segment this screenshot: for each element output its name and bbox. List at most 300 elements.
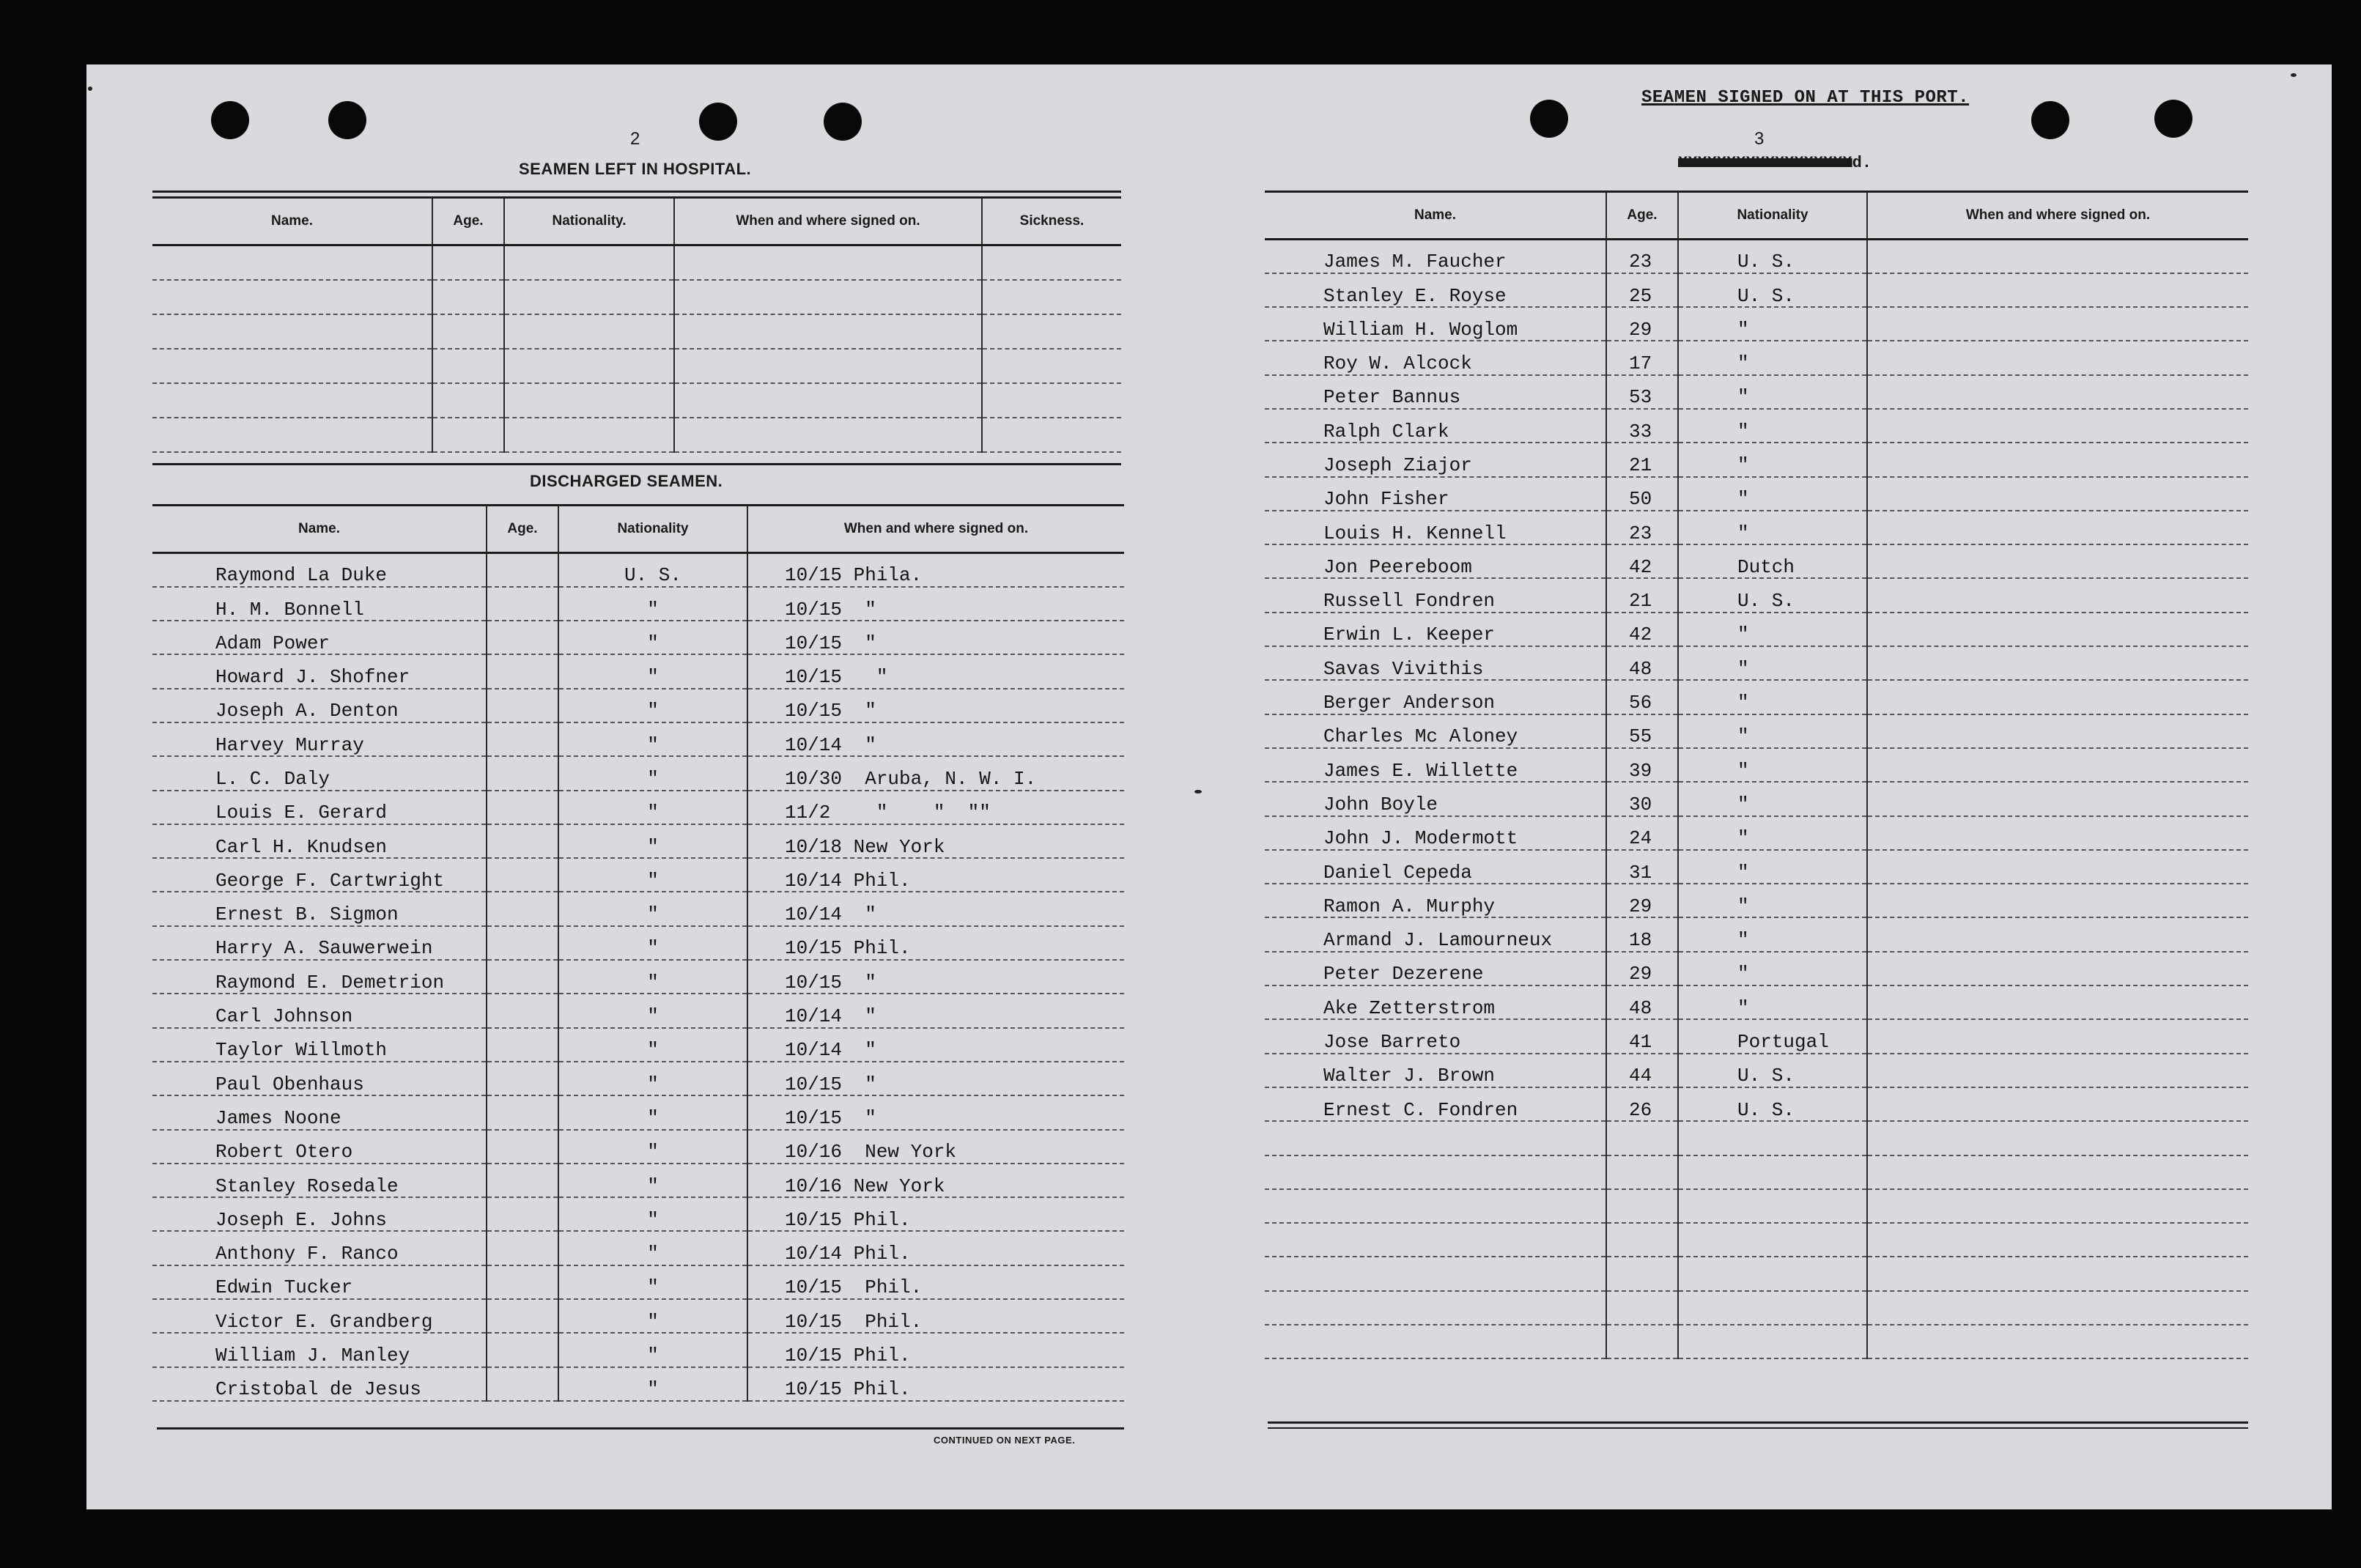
seaman-age (487, 824, 558, 858)
seaman-signed-on (1867, 544, 2248, 578)
seaman-age: 23 (1606, 240, 1678, 273)
table-row (152, 926, 1124, 960)
signed-on-title (1641, 88, 1969, 108)
seaman-nationality: " (1678, 375, 1867, 409)
seaman-nationality: " (558, 587, 747, 621)
seaman-nationality: U. S. (1678, 273, 1867, 307)
seaman-signed-on (1867, 341, 2248, 374)
seaman-signed-on: 10/15 " (747, 621, 1124, 654)
seaman-name: Charles Mc Aloney (1265, 714, 1606, 748)
blank-cell (674, 314, 982, 349)
seaman-age (487, 756, 558, 790)
seaman-nationality: " (1678, 477, 1867, 511)
seaman-name: Roy W. Alcock (1265, 341, 1606, 374)
seaman-nationality: " (558, 1062, 747, 1095)
table-row (1265, 1019, 2248, 1053)
seaman-age: 56 (1606, 680, 1678, 714)
seaman-signed-on: 10/16 New York (747, 1130, 1124, 1164)
table-row (1265, 782, 2248, 816)
seaman-age: 55 (1606, 714, 1678, 748)
seaman-nationality: " (558, 1299, 747, 1333)
seaman-nationality: " (1678, 341, 1867, 374)
blank-cell (1606, 1325, 1678, 1358)
seaman-age: 48 (1606, 646, 1678, 680)
blank-cell (504, 280, 674, 314)
column-header: Age. (432, 198, 504, 245)
table-row (152, 994, 1124, 1027)
struck-out-heading (1678, 154, 1872, 172)
blank-cell (1867, 1257, 2248, 1290)
seaman-name: Harry A. Sauwerwein (152, 926, 487, 960)
column-header: Name. (152, 506, 487, 553)
seaman-name: William H. Woglom (1265, 307, 1606, 341)
table-row (152, 1028, 1124, 1062)
seaman-signed-on: 10/14 " (747, 722, 1124, 756)
seaman-signed-on (1867, 1019, 2248, 1053)
seaman-signed-on (1867, 578, 2248, 612)
table-row (1265, 341, 2248, 374)
column-header: Name. (152, 198, 432, 245)
seaman-signed-on: 10/30 Aruba, N. W. I. (747, 756, 1124, 790)
table-row (1265, 952, 2248, 985)
seaman-nationality: " (558, 1367, 747, 1401)
table-row (1265, 511, 2248, 544)
seaman-signed-on: 10/15 Phil. (747, 1333, 1124, 1367)
table-row (1265, 443, 2248, 476)
blank-row (1265, 1325, 2248, 1358)
continued-note: CONTINUED ON NEXT PAGE. (934, 1435, 1076, 1446)
seaman-signed-on: 10/14 " (747, 892, 1124, 925)
hospital-top-rule (152, 191, 1121, 193)
seaman-signed-on (1867, 714, 2248, 748)
seaman-name: Armand J. Lamourneux (1265, 917, 1606, 951)
seaman-nationality: U. S. (1678, 1087, 1867, 1121)
seaman-signed-on (1867, 375, 2248, 409)
seaman-age (487, 1333, 558, 1367)
seaman-name: Stanley E. Royse (1265, 273, 1606, 307)
table-row (152, 1231, 1124, 1265)
blank-cell (1867, 1291, 2248, 1325)
seaman-age: 42 (1606, 544, 1678, 578)
seaman-age: 29 (1606, 884, 1678, 917)
blank-cell (674, 280, 982, 314)
table-row (152, 1299, 1124, 1333)
blank-cell (982, 245, 1121, 280)
table-row (152, 654, 1124, 688)
seaman-nationality: " (558, 1028, 747, 1062)
table-row (1265, 917, 2248, 951)
blank-row (152, 280, 1121, 314)
page-number: 3 (1754, 129, 1765, 149)
blank-cell (432, 280, 504, 314)
table-row (1265, 613, 2248, 646)
discharged-table (152, 504, 1124, 1402)
blank-cell (152, 349, 432, 383)
seaman-nationality: U. S. (1678, 1054, 1867, 1087)
seaman-age (487, 1367, 558, 1401)
blank-cell (152, 245, 432, 280)
seaman-signed-on: 10/15 Phil. (747, 1299, 1124, 1333)
seaman-nationality: " (1678, 816, 1867, 850)
seaman-age: 29 (1606, 307, 1678, 341)
seaman-age: 44 (1606, 1054, 1678, 1087)
column-header: Sickness. (982, 198, 1121, 245)
blank-cell (432, 383, 504, 418)
seaman-signed-on: 10/15 Phil. (747, 1265, 1124, 1299)
seaman-name: L. C. Daly (152, 756, 487, 790)
table-row (1265, 273, 2248, 307)
column-header: Age. (1606, 192, 1678, 240)
seaman-signed-on (1867, 748, 2248, 782)
seaman-signed-on (1867, 917, 2248, 951)
seaman-signed-on (1867, 680, 2248, 714)
seaman-signed-on (1867, 511, 2248, 544)
table-row (1265, 884, 2248, 917)
seaman-signed-on (1867, 477, 2248, 511)
seaman-name: Ramon A. Murphy (1265, 884, 1606, 917)
table-row (152, 1197, 1124, 1231)
blank-cell (982, 383, 1121, 418)
blank-cell (1265, 1155, 1606, 1189)
seaman-name: John J. Modermott (1265, 816, 1606, 850)
blank-cell (432, 314, 504, 349)
seaman-nationality: U. S. (558, 553, 747, 587)
blank-row (152, 383, 1121, 418)
seaman-signed-on: 10/15 " (747, 1095, 1124, 1129)
blank-cell (1606, 1189, 1678, 1223)
seaman-age (487, 1299, 558, 1333)
seaman-name: James M. Faucher (1265, 240, 1606, 273)
column-header: When and where signed on. (674, 198, 982, 245)
seaman-nationality: " (1678, 917, 1867, 951)
seaman-signed-on: 10/15 Phil. (747, 926, 1124, 960)
table-row (1265, 748, 2248, 782)
table-row (152, 892, 1124, 925)
signed-on-table (1265, 191, 2248, 1359)
blank-cell (1265, 1291, 1606, 1325)
punch-hole (2031, 101, 2069, 139)
blank-cell (504, 349, 674, 383)
seaman-signed-on: 10/15 " (747, 654, 1124, 688)
blank-cell (504, 418, 674, 452)
document-sheet (86, 64, 2332, 1509)
column-header: Name. (1265, 192, 1606, 240)
seaman-age (487, 1062, 558, 1095)
seaman-nationality: " (558, 1164, 747, 1197)
table-row (1265, 409, 2248, 443)
seaman-signed-on: 10/15 " (747, 689, 1124, 722)
column-header: Nationality (558, 506, 747, 553)
struck-text: XXXXXXXXXXXXXXXXXX (1678, 154, 1852, 172)
table-row (152, 960, 1124, 994)
seaman-signed-on (1867, 646, 2248, 680)
seaman-name: Raymond La Duke (152, 553, 487, 587)
seaman-signed-on (1867, 1087, 2248, 1121)
blank-cell (152, 383, 432, 418)
seaman-name: Harvey Murray (152, 722, 487, 756)
seaman-nationality: " (558, 1231, 747, 1265)
seaman-name: Edwin Tucker (152, 1265, 487, 1299)
seaman-age: 23 (1606, 511, 1678, 544)
seaman-nationality: " (558, 960, 747, 994)
seaman-age (487, 587, 558, 621)
blank-row (1265, 1189, 2248, 1223)
table-row (1265, 816, 2248, 850)
punch-hole (1530, 100, 1568, 138)
seaman-signed-on (1867, 307, 2248, 341)
seaman-signed-on (1867, 409, 2248, 443)
seaman-signed-on (1867, 816, 2248, 850)
blank-cell (1265, 1121, 1606, 1155)
seaman-signed-on (1867, 240, 2248, 273)
seaman-age: 25 (1606, 273, 1678, 307)
blank-cell (152, 418, 432, 452)
seaman-name: Joseph A. Denton (152, 689, 487, 722)
seaman-signed-on (1867, 952, 2248, 985)
seaman-signed-on (1867, 273, 2248, 307)
blank-cell (1606, 1257, 1678, 1290)
seaman-nationality: " (558, 824, 747, 858)
seaman-name: Carl H. Knudsen (152, 824, 487, 858)
seaman-age: 42 (1606, 613, 1678, 646)
punch-hole (328, 101, 366, 139)
blank-row (1265, 1121, 2248, 1155)
seaman-age: 48 (1606, 985, 1678, 1019)
seaman-nationality: " (1678, 409, 1867, 443)
seaman-nationality: " (1678, 646, 1867, 680)
seaman-name: Jose Barreto (1265, 1019, 1606, 1053)
blank-cell (1265, 1257, 1606, 1290)
seaman-name: Joseph E. Johns (152, 1197, 487, 1231)
table-row (1265, 850, 2248, 884)
seaman-age: 53 (1606, 375, 1678, 409)
blank-cell (982, 314, 1121, 349)
table-row (1265, 646, 2248, 680)
table-row (152, 587, 1124, 621)
seaman-name: Stanley Rosedale (152, 1164, 487, 1197)
blank-cell (1678, 1121, 1867, 1155)
table-row (152, 756, 1124, 790)
seaman-age: 30 (1606, 782, 1678, 816)
seaman-age (487, 858, 558, 892)
hospital-section-title: SEAMEN LEFT IN HOSPITAL. (519, 160, 752, 178)
seaman-age (487, 1028, 558, 1062)
table-row (152, 1265, 1124, 1299)
blank-cell (1265, 1189, 1606, 1223)
seaman-nationality: " (558, 1095, 747, 1129)
seaman-nationality: " (558, 621, 747, 654)
seaman-nationality: U. S. (1678, 240, 1867, 273)
seaman-nationality: " (558, 689, 747, 722)
seaman-name: Savas Vivithis (1265, 646, 1606, 680)
blank-cell (1867, 1155, 2248, 1189)
seaman-name: Raymond E. Demetrion (152, 960, 487, 994)
table-row (1265, 240, 2248, 273)
seaman-name: Peter Bannus (1265, 375, 1606, 409)
blank-row (1265, 1291, 2248, 1325)
column-header: Nationality. (504, 198, 674, 245)
seaman-signed-on: 10/14 Phil. (747, 858, 1124, 892)
table-row (1265, 544, 2248, 578)
seaman-name: Peter Dezerene (1265, 952, 1606, 985)
seaman-signed-on: 10/15 Phil. (747, 1197, 1124, 1231)
seaman-nationality: Portugal (1678, 1019, 1867, 1053)
table-row (152, 1062, 1124, 1095)
blank-cell (432, 245, 504, 280)
seaman-age: 17 (1606, 341, 1678, 374)
table-row (1265, 985, 2248, 1019)
seaman-nationality: " (558, 791, 747, 824)
seaman-age (487, 654, 558, 688)
seaman-age: 21 (1606, 578, 1678, 612)
seaman-nationality: " (558, 1130, 747, 1164)
seaman-age: 29 (1606, 952, 1678, 985)
blank-row (1265, 1257, 2248, 1290)
blank-cell (432, 349, 504, 383)
table-row (152, 1333, 1124, 1367)
seaman-nationality: " (1678, 613, 1867, 646)
seaman-signed-on (1867, 850, 2248, 884)
seaman-age: 26 (1606, 1087, 1678, 1121)
seaman-age (487, 1265, 558, 1299)
seaman-age: 21 (1606, 443, 1678, 476)
seaman-nationality: " (558, 1197, 747, 1231)
blank-cell (152, 314, 432, 349)
seaman-name: John Boyle (1265, 782, 1606, 816)
seaman-nationality: " (1678, 850, 1867, 884)
table-row (1265, 1087, 2248, 1121)
seaman-nationality: " (558, 1333, 747, 1367)
seaman-nationality: " (558, 654, 747, 688)
seaman-name: Louis E. Gerard (152, 791, 487, 824)
signed-on-bottom-rule-2 (1268, 1427, 2248, 1429)
blank-cell (982, 349, 1121, 383)
signed-on-title-rest: MEN SIGNED ON AT THIS PORT. (1674, 88, 1970, 108)
blank-cell (1606, 1291, 1678, 1325)
seaman-name: Anthony F. Ranco (152, 1231, 487, 1265)
column-header: When and where signed on. (747, 506, 1124, 553)
blank-cell (1606, 1121, 1678, 1155)
blank-cell (674, 418, 982, 452)
blank-row (152, 418, 1121, 452)
seaman-signed-on (1867, 1054, 2248, 1087)
seaman-signed-on: 10/14 " (747, 1028, 1124, 1062)
blank-cell (1265, 1223, 1606, 1257)
seaman-name: Erwin L. Keeper (1265, 613, 1606, 646)
seaman-nationality: " (1678, 680, 1867, 714)
seaman-nationality: " (558, 1265, 747, 1299)
table-row (1265, 714, 2248, 748)
table-row (1265, 578, 2248, 612)
seaman-name: William J. Manley (152, 1333, 487, 1367)
blank-cell (982, 418, 1121, 452)
seaman-signed-on: 10/14 Phil. (747, 1231, 1124, 1265)
seaman-name: Paul Obenhaus (152, 1062, 487, 1095)
seaman-age (487, 1130, 558, 1164)
seaman-signed-on: 10/15 Phila. (747, 553, 1124, 587)
seaman-signed-on (1867, 782, 2248, 816)
blank-row (152, 245, 1121, 280)
seaman-age (487, 722, 558, 756)
blank-cell (152, 280, 432, 314)
blank-cell (982, 280, 1121, 314)
seaman-name: Ralph Clark (1265, 409, 1606, 443)
seaman-age (487, 994, 558, 1027)
table-row (1265, 307, 2248, 341)
seaman-age: 39 (1606, 748, 1678, 782)
seaman-age (487, 1231, 558, 1265)
blank-cell (1678, 1257, 1867, 1290)
blank-cell (504, 245, 674, 280)
table-row (152, 1367, 1124, 1401)
seaman-name: John Fisher (1265, 477, 1606, 511)
table-row (152, 689, 1124, 722)
seaman-age: 24 (1606, 816, 1678, 850)
blank-cell (1678, 1155, 1867, 1189)
seaman-signed-on (1867, 613, 2248, 646)
table-row (152, 858, 1124, 892)
seaman-nationality: " (1678, 714, 1867, 748)
table-row (152, 824, 1124, 858)
seaman-signed-on (1867, 985, 2248, 1019)
seaman-nationality: " (1678, 782, 1867, 816)
seaman-name: Taylor Willmoth (152, 1028, 487, 1062)
seaman-age (487, 960, 558, 994)
seaman-signed-on: 10/14 " (747, 994, 1124, 1027)
seaman-age (487, 892, 558, 925)
blank-cell (1867, 1189, 2248, 1223)
seaman-signed-on: 10/15 " (747, 587, 1124, 621)
punch-hole (2154, 100, 2192, 138)
blank-cell (1265, 1325, 1606, 1358)
blank-cell (1678, 1223, 1867, 1257)
punch-hole (699, 103, 737, 141)
seaman-name: Louis H. Kennell (1265, 511, 1606, 544)
discharged-bottom-rule (157, 1427, 1124, 1430)
seaman-nationality: " (1678, 985, 1867, 1019)
blank-row (152, 314, 1121, 349)
seaman-name: Adam Power (152, 621, 487, 654)
seaman-name: Ernest B. Sigmon (152, 892, 487, 925)
blank-cell (674, 349, 982, 383)
seaman-name: Carl Johnson (152, 994, 487, 1027)
column-header: Nationality (1678, 192, 1867, 240)
table-row (152, 621, 1124, 654)
seaman-signed-on (1867, 884, 2248, 917)
speck (88, 86, 92, 91)
seaman-name: H. M. Bonnell (152, 587, 487, 621)
seaman-name: Robert Otero (152, 1130, 487, 1164)
table-row (1265, 680, 2248, 714)
seaman-nationality: " (558, 994, 747, 1027)
blank-cell (1606, 1155, 1678, 1189)
blank-cell (674, 383, 982, 418)
column-header: When and where signed on. (1867, 192, 2248, 240)
seaman-nationality: " (1678, 884, 1867, 917)
table-row (1265, 1054, 2248, 1087)
seaman-nationality: " (1678, 952, 1867, 985)
seaman-nationality: " (558, 892, 747, 925)
seaman-age (487, 1197, 558, 1231)
speck (1194, 790, 1202, 794)
blank-cell (1678, 1291, 1867, 1325)
seaman-signed-on: 10/15 Phil. (747, 1367, 1124, 1401)
punch-hole (211, 101, 249, 139)
seaman-signed-on: 10/16 New York (747, 1164, 1124, 1197)
seaman-age: 50 (1606, 477, 1678, 511)
seaman-age: 33 (1606, 409, 1678, 443)
seaman-nationality: " (558, 756, 747, 790)
